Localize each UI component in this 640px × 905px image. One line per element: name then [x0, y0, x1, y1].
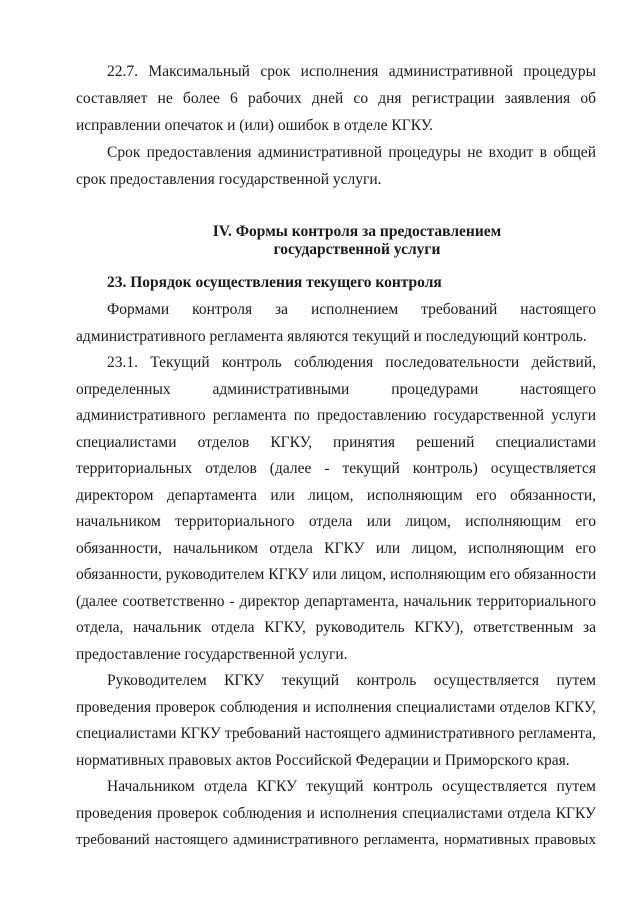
subsection-23-heading: 23. Порядок осуществления текущего контроля [107, 274, 442, 291]
paragraph-23-1-line-4: специалистами отделов КГКУ, принятия решений специалистами [76, 434, 596, 451]
paragraph-23-1-line-3: административного регламента по предоставлению государственной услуги [76, 407, 596, 424]
paragraph-forms-line-1: Формами контроля за исполнением требований настоящего [107, 301, 596, 318]
paragraph-23-1-line-5: территориальных отделов (далее - текущий контроль) осуществляется [76, 460, 596, 477]
paragraph-head-line-3: специалистами КГКУ требований настоящего административного регламента, [76, 725, 596, 742]
paragraph-23-1-line-1: 23.1. Текущий контроль соблюдения последовательности действий, [107, 354, 596, 371]
paragraph-23-1-line-12: предоставление государственной услуги. [76, 646, 348, 663]
paragraph-22-7-line-2: составляет не более 6 рабочих дней со дня регистрации заявления об [76, 90, 596, 107]
section-heading-line-2: государственной услуги [273, 241, 441, 258]
paragraph-chief-line-2: проведения проверок соблюдения и исполнения специалистами отдела КГКУ [76, 805, 596, 822]
paragraph-23-1-line-11: отдела, начальник отдела КГКУ, руководитель КГКУ), ответственным за [76, 619, 596, 636]
paragraph-head-line-2: проведения проверок соблюдения и исполнения специалистами отделов КГКУ, [76, 699, 596, 716]
paragraph-23-1-line-7: начальником территориального отдела или лицом, исполняющим его [76, 513, 596, 530]
paragraph-23-1-line-8: обязанности, начальником отдела КГКУ или лицом, исполняющим его [76, 540, 596, 557]
section-heading-line-1: IV. Формы контроля за предоставлением [212, 223, 502, 240]
paragraph-chief-line-1: Начальником отдела КГКУ текущий контроль осуществляется путем [107, 778, 596, 795]
paragraph-22-7-line-3: исправлении опечаток и (или) ошибок в отделе КГКУ. [76, 117, 434, 134]
paragraph-chief-line-3: требований настоящего административного регламента, нормативных правовых [76, 832, 596, 848]
paragraph-23-1-line-2: определенных административными процедурами настоящего [76, 381, 596, 398]
paragraph-head-line-4: нормативных правовых актов Российской Федерации и Приморского края. [76, 752, 570, 769]
paragraph-23-1-line-10: (далее соответственно - директор департамента, начальник территориального [76, 593, 596, 610]
paragraph-22-7-line-1: 22.7. Максимальный срок исполнения административной процедуры [107, 63, 596, 80]
paragraph-term-line-2: срок предоставления государственной услуги. [76, 171, 382, 188]
paragraph-head-line-1: Руководителем КГКУ текущий контроль осуществляется путем [107, 672, 596, 689]
paragraph-forms-line-2: административного регламента являются текущий и последующий контроль. [76, 328, 587, 345]
paragraph-23-1-line-9: обязанности, руководителем КГКУ или лицом, исполняющим его обязанности [76, 566, 597, 583]
paragraph-term-line-1: Срок предоставления административной процедуры не входит в общей [107, 144, 596, 161]
paragraph-23-1-line-6: директором департамента или лицом, исполняющим его обязанности, [76, 487, 596, 504]
